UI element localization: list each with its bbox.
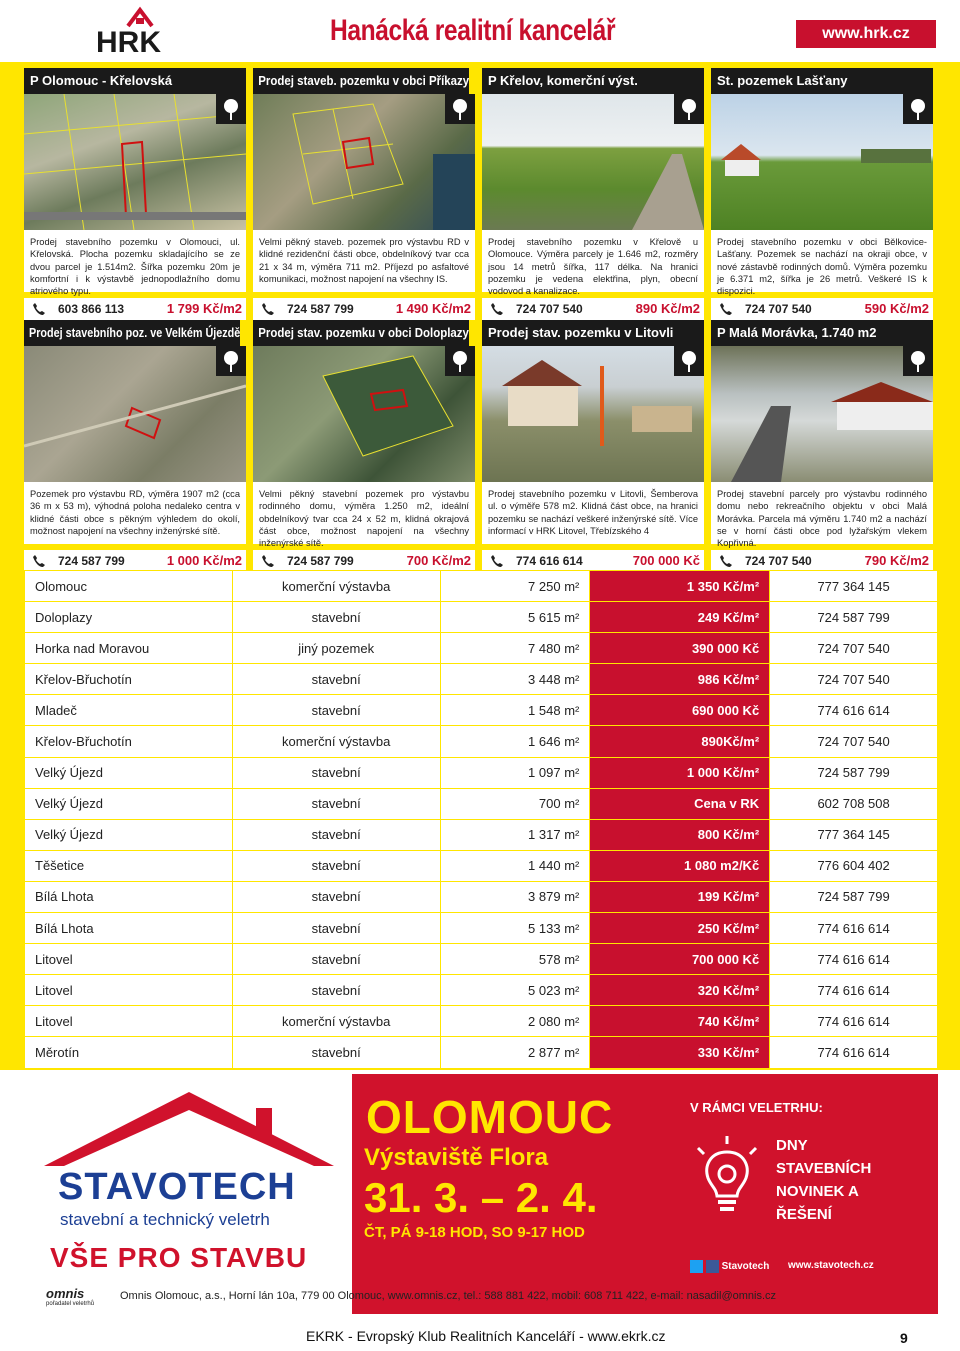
- listing-price: 700 000 Kč: [632, 553, 700, 568]
- phone-cell[interactable]: 724 707 540: [770, 726, 938, 757]
- svg-text:HRK: HRK: [96, 26, 161, 58]
- brand-name: STAVOTECH: [58, 1166, 296, 1208]
- type-cell: stavební: [232, 819, 440, 850]
- table-row: [25, 633, 938, 664]
- location-cell: Velký Újezd: [25, 757, 233, 788]
- listing-photo-plot: [482, 346, 704, 482]
- listing-price: 590 Kč/m2: [864, 301, 929, 316]
- type-cell: stavební: [232, 788, 440, 819]
- event-dates: 31. 3. – 2. 4.: [364, 1174, 598, 1221]
- location-cell: Horka nad Moravou: [25, 633, 233, 664]
- type-cell: stavební: [232, 881, 440, 912]
- table-row: [25, 881, 938, 912]
- phone-icon: [490, 302, 504, 316]
- type-cell: stavební: [232, 602, 440, 633]
- listing-contact: [253, 550, 475, 572]
- tree-icon: [445, 346, 475, 376]
- type-cell: komerční výstavba: [232, 1006, 440, 1037]
- event-city: OLOMOUC: [366, 1091, 614, 1143]
- phone-cell[interactable]: 777 364 145: [770, 571, 938, 602]
- ekrk-footer: EKRK - Evropský Klub Realitních Kanceláří - www.ekrk.cz: [306, 1328, 666, 1344]
- listing-title: P Křelov, komerční výst.: [482, 68, 704, 94]
- listing-price: 1 490 Kč/m2: [395, 301, 471, 316]
- table-row: [25, 1006, 938, 1037]
- listing-price: 700 Kč/m2: [406, 553, 471, 568]
- area-cell: 1 646 m²: [440, 726, 590, 757]
- phone-cell[interactable]: 774 616 614: [770, 1037, 938, 1068]
- listing-price: 1 000 Kč/m2: [166, 553, 242, 568]
- location-cell: Velký Újezd: [25, 788, 233, 819]
- type-cell: stavební: [232, 975, 440, 1006]
- price-cell: 1 000 Kč/m²: [590, 757, 770, 788]
- price-cell: 320 Kč/m²: [590, 975, 770, 1006]
- listing-contact: [482, 550, 704, 572]
- facebook-icon[interactable]: [706, 1260, 719, 1273]
- listing-title: P Olomouc - Křelovská: [24, 68, 246, 94]
- area-cell: 5 023 m²: [440, 975, 590, 1006]
- listing-description: Pozemek pro výstavbu RD, výměra 1907 m2 (cca 36 m x 53 m), výhodná poloha nedaleko centra v klidné části obce s pěkným výhledem do okolí, možnost napojení na všechny inženýrské sítě.: [24, 482, 246, 544]
- area-cell: 578 m²: [440, 944, 590, 975]
- listing-contact: [711, 550, 933, 572]
- page-number: 9: [900, 1330, 908, 1346]
- tree-icon: [445, 94, 475, 124]
- listing-photo-cadastral-map: [24, 94, 246, 230]
- area-cell: 7 480 m²: [440, 633, 590, 664]
- map-overlay: [24, 94, 246, 230]
- listing-photo-field: [482, 94, 704, 230]
- phone-number[interactable]: 724 707 540: [516, 302, 583, 316]
- listing-title: Prodej stavebního poz. ve Velkém Újezdě: [24, 320, 240, 346]
- phone-cell[interactable]: 774 616 614: [770, 975, 938, 1006]
- phone-number[interactable]: 603 866 113: [58, 302, 125, 316]
- phone-icon: [261, 302, 275, 316]
- phone-cell[interactable]: 777 364 145: [770, 819, 938, 850]
- tree-icon: [216, 346, 246, 376]
- price-cell: 986 Kč/m²: [590, 664, 770, 695]
- tree-icon: [674, 346, 704, 376]
- listing-card[interactable]: [253, 320, 475, 572]
- location-cell: Křelov-Břuchotín: [25, 664, 233, 695]
- listing-contact: [24, 550, 246, 572]
- location-cell: Litovel: [25, 944, 233, 975]
- phone-number[interactable]: 724 707 540: [745, 302, 812, 316]
- phone-cell[interactable]: 774 616 614: [770, 944, 938, 975]
- phone-icon: [490, 554, 504, 568]
- tree-icon: [903, 346, 933, 376]
- location-cell: Doloplazy: [25, 602, 233, 633]
- phone-cell[interactable]: 776 604 402: [770, 850, 938, 881]
- listing-contact: [482, 298, 704, 320]
- phone-number[interactable]: 724 707 540: [745, 554, 812, 568]
- houses: [482, 346, 704, 482]
- phone-cell[interactable]: 602 708 508: [770, 788, 938, 819]
- phone-icon: [32, 554, 46, 568]
- price-cell: 890Kč/m²: [590, 726, 770, 757]
- listing-price: 790 Kč/m2: [864, 553, 929, 568]
- event-hours: ČT, PÁ 9-18 HOD, SO 9-17 HOD: [364, 1224, 585, 1241]
- listing-title: Prodej stav. pozemku v Litovli: [482, 320, 704, 346]
- field-path: [482, 94, 704, 230]
- table-row: [25, 726, 938, 757]
- listing-contact: [711, 298, 933, 320]
- location-cell: Bílá Lhota: [25, 881, 233, 912]
- stavotech-website[interactable]: www.stavotech.cz: [788, 1260, 874, 1271]
- listing-description: Prodej stavebního pozemku v Olomouci, ul. Křelovská. Plocha pozemku skladajícího se ze dvou parcel je 1.514m2. Šířka pozemku 20m je komfortní i k výstavbě jednopodlažního domu atriového typu.: [24, 230, 246, 292]
- table-row: [25, 819, 938, 850]
- table-row: [25, 788, 938, 819]
- phone-icon: [719, 554, 733, 568]
- listings-table: [24, 570, 938, 1069]
- price-cell: 700 000 Kč: [590, 944, 770, 975]
- type-cell: stavební: [232, 1037, 440, 1068]
- listing-card[interactable]: [711, 68, 933, 320]
- map-overlay: [253, 346, 475, 482]
- location-cell: Velký Újezd: [25, 819, 233, 850]
- table-row: [25, 602, 938, 633]
- table-row: [25, 850, 938, 881]
- omnis-logo: omnis pořadatel veletrhů: [46, 1286, 95, 1307]
- phone-number[interactable]: 724 587 799: [287, 302, 354, 316]
- stavotech-banner[interactable]: [24, 1074, 938, 1314]
- phone-cell[interactable]: 724 587 799: [770, 602, 938, 633]
- listing-photo-plot: [711, 346, 933, 482]
- area-cell: 2 877 m²: [440, 1037, 590, 1068]
- table-row: [25, 695, 938, 726]
- type-cell: stavební: [232, 850, 440, 881]
- header-bar: [0, 0, 960, 62]
- price-cell: 330 Kč/m²: [590, 1037, 770, 1068]
- event-venue: Výstaviště Flora: [364, 1144, 549, 1171]
- price-cell: 1 080 m2/Kč: [590, 850, 770, 881]
- twitter-icon[interactable]: [690, 1260, 703, 1273]
- area-cell: 7 250 m²: [440, 571, 590, 602]
- houses: [711, 94, 933, 230]
- listing-card[interactable]: [482, 68, 704, 320]
- page-title: Hanácká realitní kancelář: [330, 14, 616, 47]
- listing-contact: [253, 298, 475, 320]
- table-row: [25, 1037, 938, 1068]
- listing-contact: [24, 298, 246, 320]
- social-links[interactable]: Stavotech: [690, 1260, 769, 1273]
- hrk-logo: [90, 4, 190, 58]
- listing-description: Prodej stavebního pozemku v Litovli, Šemberova ul. o výměře 578 m2. Klidná část obce, na hranici pozemku se nachází veškeré inženýrské sítě. Více informací v HRK Litovel, Třebízského 4: [482, 482, 704, 544]
- price-cell: 390 000 Kč: [590, 633, 770, 664]
- price-cell: 800 Kč/m²: [590, 819, 770, 850]
- location-cell: Těšetice: [25, 850, 233, 881]
- price-cell: 740 Kč/m²: [590, 1006, 770, 1037]
- area-cell: 700 m²: [440, 788, 590, 819]
- area-cell: 2 080 m²: [440, 1006, 590, 1037]
- listing-title: Prodej stav. pozemku v obci Doloplazy: [253, 320, 469, 346]
- listing-description: Prodej stavebního pozemku v obci Bělkovice-Lašťany. Pozemek se nachází na okraji obce, v nové zástavbě rodinných domů. Výměra pozemku je 6.371 m2, šířka je 26 metrů. Veškeré IS k dispozici.: [711, 230, 933, 292]
- phone-cell[interactable]: 724 707 540: [770, 664, 938, 695]
- area-cell: 1 548 m²: [440, 695, 590, 726]
- table-row: [25, 571, 938, 602]
- phone-icon: [261, 554, 275, 568]
- event-note-text: DNY STAVEBNÍCH NOVINEK A ŘEŠENÍ: [776, 1137, 872, 1223]
- table-row: [25, 913, 938, 944]
- phone-number[interactable]: 774 616 614: [516, 554, 583, 568]
- location-cell: Olomouc: [25, 571, 233, 602]
- phone-cell[interactable]: 724 587 799: [770, 881, 938, 912]
- area-cell: 3 448 m²: [440, 664, 590, 695]
- roof-icon: [44, 1088, 334, 1168]
- tree-icon: [903, 94, 933, 124]
- location-cell: Mladeč: [25, 695, 233, 726]
- listing-photo-field: [711, 94, 933, 230]
- phone-number[interactable]: 724 587 799: [287, 554, 354, 568]
- area-cell: 5 615 m²: [440, 602, 590, 633]
- listing-photo-aerial: [24, 346, 246, 482]
- type-cell: komerční výstavba: [232, 726, 440, 757]
- listing-description: Velmi pěkný stavební pozemek pro výstavbu rodinného domu, výměra 1.250 m2, ideální obdelníkový tvar cca 24 x 52 m, klidná okrajová část obce, možnost napojení na všechny inženýrské sítě.: [253, 482, 475, 544]
- type-cell: stavební: [232, 913, 440, 944]
- table-row: [25, 664, 938, 695]
- listing-description: Prodej stavebního pozemku v Křelově u Olomouce. Výměra parcely je 1.646 m2, rozměry jsou 14 metrů šířka, 117 délka. Na hranici pozemku je vedena elektřina, plyn, obecní vodovod a kanalizace.: [482, 230, 704, 292]
- price-cell: 249 Kč/m²: [590, 602, 770, 633]
- price-cell: 250 Kč/m²: [590, 913, 770, 944]
- price-cell: 690 000 Kč: [590, 695, 770, 726]
- location-cell: Křelov-Břuchotín: [25, 726, 233, 757]
- houses: [711, 346, 933, 482]
- location-cell: Litovel: [25, 975, 233, 1006]
- area-cell: 1 440 m²: [440, 850, 590, 881]
- area-cell: 5 133 m²: [440, 913, 590, 944]
- listing-title: St. pozemek Lašťany: [711, 68, 933, 94]
- price-cell: Cena v RK: [590, 788, 770, 819]
- organizer-contact: Omnis Olomouc, a.s., Horní lán 10a, 779 00 Olomouc, www.omnis.cz, tel.: 588 881 422, mobil: 608 711 422, e-mail: nasadil@omnis.cz: [120, 1290, 777, 1302]
- phone-icon: [719, 302, 733, 316]
- listing-card[interactable]: [482, 320, 704, 572]
- area-cell: 1 097 m²: [440, 757, 590, 788]
- location-cell: Bílá Lhota: [25, 913, 233, 944]
- type-cell: stavební: [232, 757, 440, 788]
- map-overlay: [253, 94, 475, 230]
- price-cell: 1 350 Kč/m²: [590, 571, 770, 602]
- listing-title: Prodej staveb. pozemku v obci Příkazy: [253, 68, 469, 94]
- tree-icon: [674, 94, 704, 124]
- type-cell: stavební: [232, 664, 440, 695]
- phone-cell[interactable]: 774 616 614: [770, 1006, 938, 1037]
- event-note-title: V RÁMCI VELETRHU:: [690, 1100, 823, 1115]
- listing-photo-aerial: [253, 94, 475, 230]
- tree-icon: [216, 94, 246, 124]
- listing-card[interactable]: [253, 68, 475, 320]
- listing-card[interactable]: [711, 320, 933, 572]
- stavotech-logo-panel: [24, 1074, 352, 1314]
- phone-cell[interactable]: 724 587 799: [770, 757, 938, 788]
- listing-card[interactable]: [24, 68, 246, 320]
- type-cell: jiný pozemek: [232, 633, 440, 664]
- listing-description: Velmi pěkný staveb. pozemek pro výstavbu RD v klidné rezidenční části obce, obdelníkový tvar cca 21 x 34 m, výměra 711 m2. Příjezd po asfaltové komunikaci, možnost napojení na všechny IS.: [253, 230, 475, 292]
- phone-icon: [32, 302, 46, 316]
- listing-price: 890 Kč/m2: [635, 301, 700, 316]
- table-row: [25, 757, 938, 788]
- listing-photo-aerial: [253, 346, 475, 482]
- table-row: [25, 944, 938, 975]
- brand-subtitle: stavební a technický veletrh: [60, 1210, 270, 1229]
- price-cell: 199 Kč/m²: [590, 881, 770, 912]
- type-cell: komerční výstavba: [232, 571, 440, 602]
- area-cell: 1 317 m²: [440, 819, 590, 850]
- listing-price: 1 799 Kč/m2: [166, 301, 242, 316]
- brand-slogan: VŠE PRO STAVBU: [50, 1242, 308, 1273]
- website-link[interactable]: www.hrk.cz: [796, 20, 936, 48]
- listing-title: P Malá Morávka, 1.740 m2: [711, 320, 933, 346]
- map-overlay: [24, 346, 246, 482]
- type-cell: stavební: [232, 944, 440, 975]
- phone-cell[interactable]: 774 616 614: [770, 695, 938, 726]
- location-cell: Litovel: [25, 1006, 233, 1037]
- phone-number[interactable]: 724 587 799: [58, 554, 125, 568]
- listing-description: Prodej stavební parcely pro výstavbu rodinného domu nebo rekreačního objektu v obci Malá Morávka. Parcela má výměru 1.740 m2 a nachází se v horní části obce pod lyžařským vlekem Kopřivná.: [711, 482, 933, 544]
- phone-cell[interactable]: 724 707 540: [770, 633, 938, 664]
- type-cell: stavební: [232, 695, 440, 726]
- lightbulb-gear-icon: [690, 1134, 764, 1224]
- table-row: [25, 975, 938, 1006]
- phone-cell[interactable]: 774 616 614: [770, 913, 938, 944]
- location-cell: Měrotín: [25, 1037, 233, 1068]
- area-cell: 3 879 m²: [440, 881, 590, 912]
- listing-card[interactable]: [24, 320, 246, 572]
